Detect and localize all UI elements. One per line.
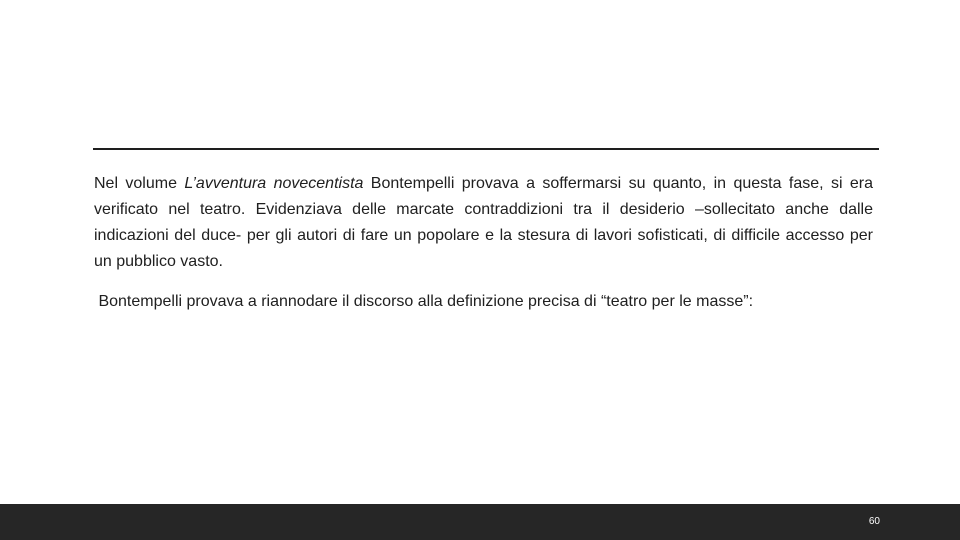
- book-title: L’avventura novecentista: [184, 175, 364, 192]
- page-number: 60: [868, 516, 880, 527]
- paragraph-1-intro: Nel volume: [94, 175, 185, 192]
- footer-bar: [0, 504, 960, 540]
- paragraph-2: Bontempelli provava a riannodare il discorso alla definizione precisa di “teatro per le masse”:: [94, 293, 754, 310]
- slide-body: [94, 171, 873, 315]
- paragraph-1-text: Bontempelli provava a soffermarsi su quanto, in questa fase, si era verificato nel teatro. Evidenziava delle marcate contraddizioni tra il desiderio –sollecitato anche dalle indicazioni del duce- per gli autori di fare un popolare e la stesura di lavori sofisticati, di difficile accesso per un pubblico vasto.: [94, 175, 874, 270]
- header-divider: [93, 148, 879, 150]
- paragraph-1: [94, 171, 873, 275]
